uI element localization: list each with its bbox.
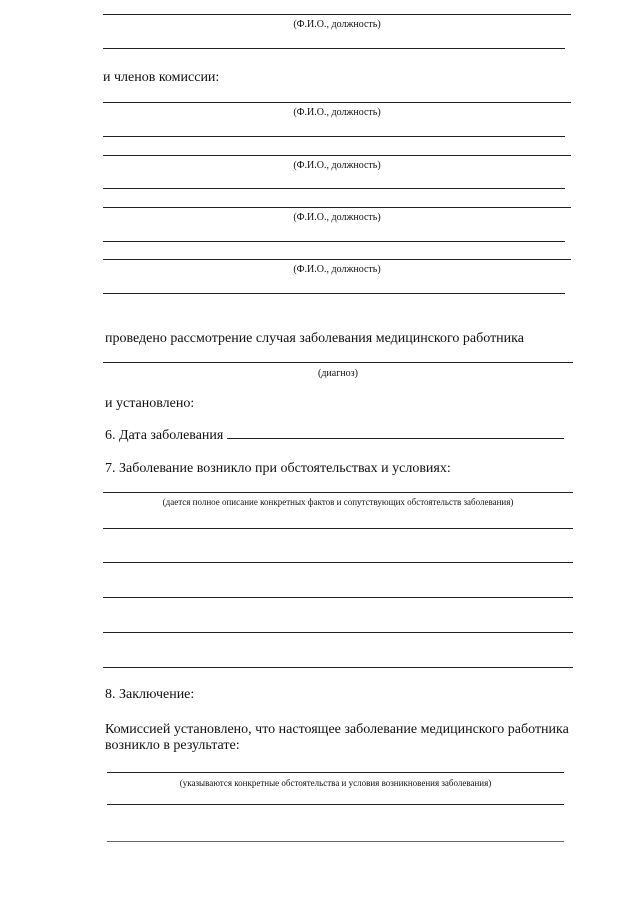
description-line: [103, 528, 573, 529]
item-8-label: 8. Заключение:: [105, 687, 195, 702]
item-6: [105, 426, 564, 444]
signature-line: [103, 136, 565, 137]
circumstances-line: [107, 841, 564, 842]
description-line: [103, 667, 573, 668]
diagnosis-line: [103, 362, 573, 363]
diagnosis-caption: (диагноз): [318, 368, 358, 379]
signature-line: [103, 241, 565, 242]
signature-line: [103, 188, 565, 189]
item-6-label: 6. Дата заболевания: [105, 428, 224, 443]
description-line: [103, 492, 573, 493]
established-label: и установлено:: [105, 396, 195, 411]
signature-line: [103, 102, 571, 103]
signature-line: [103, 207, 571, 208]
fio-caption: (Ф.И.О., должность): [293, 19, 381, 30]
description-line: [103, 597, 573, 598]
signature-line: [103, 293, 565, 294]
members-label: и членов комиссии:: [103, 70, 220, 85]
conclusion-text-1: Комиссией установлено, что настоящее заболевание медицинского работника: [105, 722, 569, 737]
circumstances-caption: (указываются конкретные обстоятельства и условия возникновения заболевания): [179, 778, 492, 788]
signature-line: [103, 14, 571, 15]
signature-line: [103, 155, 571, 156]
signature-line: [103, 259, 571, 260]
circumstances-line: [107, 772, 564, 773]
description-caption: (дается полное описание конкретных фактов и сопутствующих обстоятельств заболевания): [162, 497, 514, 507]
signature-line: [103, 48, 565, 49]
fio-caption: (Ф.И.О., должность): [293, 264, 381, 275]
fio-caption: (Ф.И.О., должность): [293, 212, 381, 223]
circumstances-line: [107, 804, 564, 805]
fio-caption: (Ф.И.О., должность): [293, 160, 381, 171]
review-text: проведено рассмотрение случая заболевания медицинского работника: [105, 331, 524, 346]
date-field-line: [227, 426, 564, 439]
description-line: [103, 562, 573, 563]
conclusion-text-2: возникло в результате:: [105, 738, 240, 753]
item-7-label: 7. Заболевание возникло при обстоятельствах и условиях:: [105, 461, 451, 476]
description-line: [103, 632, 573, 633]
fio-caption: (Ф.И.О., должность): [293, 107, 381, 118]
